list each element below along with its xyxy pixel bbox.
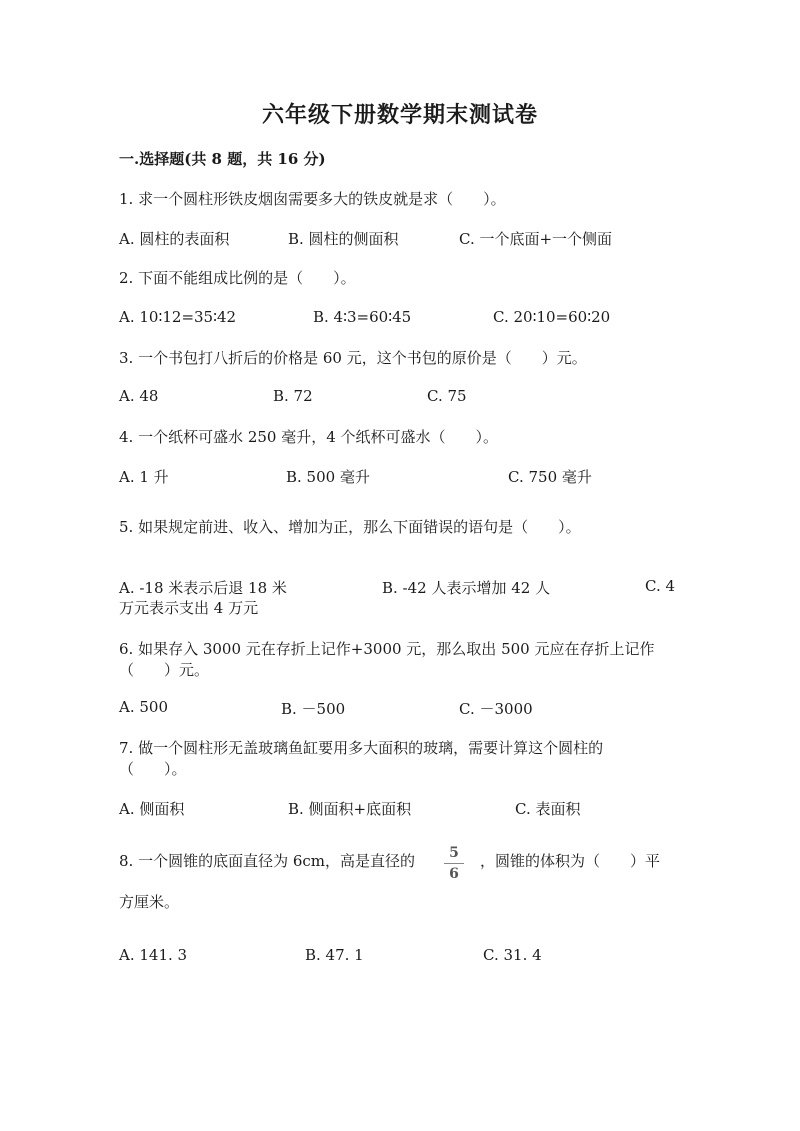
- question-2-option-c: C. 20∶10=60∶20: [493, 308, 611, 326]
- fraction-five-sixths: [442, 845, 466, 882]
- question-7-stem-line1: 7. 做一个圆柱形无盖玻璃鱼缸要用多大面积的玻璃，需要计算这个圆柱的: [119, 739, 604, 757]
- question-4-option-b: B. 500 毫升: [286, 468, 370, 486]
- question-6-stem-line2: （ ）元。: [119, 661, 210, 679]
- question-5-option-c-part1: C. 4: [645, 577, 676, 595]
- question-1-stem: 1. 求一个圆柱形铁皮烟囱需要多大的铁皮就是求（ ）。: [119, 190, 506, 208]
- section-heading: 一.选择题(共 8 题，共 16 分): [119, 150, 326, 168]
- question-3-stem: 3. 一个书包打八折后的价格是 60 元，这个书包的原价是（ ）元。: [119, 349, 587, 367]
- question-2-stem: 2. 下面不能组成比例的是（ ）。: [119, 269, 356, 287]
- question-3-option-c: C. 75: [427, 387, 467, 405]
- question-1-option-c: C. 一个底面+一个侧面: [459, 230, 613, 248]
- question-4-option-a: A. 1 升: [119, 468, 169, 486]
- question-6-option-a: A. 500: [119, 698, 168, 716]
- question-6-stem-line1: 6. 如果存入 3000 元在存折上记作+3000 元，那么取出 500 元应在存折上记作: [119, 640, 655, 658]
- page-title: 六年级下册数学期末测试卷: [261, 102, 538, 128]
- fraction-numerator: 5: [449, 845, 459, 861]
- question-2-option-b: B. 4∶3=60∶45: [313, 308, 412, 326]
- question-8-stem-left: 8. 一个圆锥的底面直径为 6cm，高是直径的: [119, 852, 416, 870]
- question-8-option-b: B. 47. 1: [305, 946, 364, 964]
- question-1-option-b: B. 圆柱的侧面积: [288, 230, 399, 248]
- fraction-denominator: 6: [449, 866, 459, 882]
- question-6-option-b: B. －500: [281, 700, 346, 718]
- question-3-option-a: A. 48: [119, 387, 159, 405]
- question-3-option-b: B. 72: [273, 387, 313, 405]
- question-7-stem-line2: （ ）。: [119, 760, 187, 778]
- question-7-option-b: B. 侧面积+底面积: [288, 800, 412, 818]
- question-5-option-c-part2: 万元表示支出 4 万元: [119, 599, 259, 617]
- question-4-stem: 4. 一个纸杯可盛水 250 毫升，4 个纸杯可盛水（ ）。: [119, 428, 499, 446]
- question-5-stem: 5. 如果规定前进、收入、增加为正，那么下面错误的语句是（ ）。: [119, 518, 581, 536]
- question-8-stem-line2: 方厘米。: [119, 893, 180, 911]
- fraction-bar: [444, 863, 464, 864]
- question-2-option-a: A. 10∶12=35∶42: [119, 308, 237, 326]
- question-7-option-a: A. 侧面积: [119, 800, 185, 818]
- question-1-option-a: A. 圆柱的表面积: [119, 230, 230, 248]
- question-6-option-c: C. －3000: [459, 700, 533, 718]
- question-5-option-a: A. -18 米表示后退 18 米: [119, 579, 287, 597]
- question-4-option-c: C. 750 毫升: [508, 468, 592, 486]
- question-8-option-a: A. 141. 3: [119, 946, 188, 964]
- question-8-option-c: C. 31. 4: [483, 946, 542, 964]
- question-8-stem-right: ，圆锥的体积为（ ）平: [480, 852, 661, 870]
- question-7-option-c: C. 表面积: [515, 800, 581, 818]
- question-5-option-b: B. -42 人表示增加 42 人: [382, 579, 551, 597]
